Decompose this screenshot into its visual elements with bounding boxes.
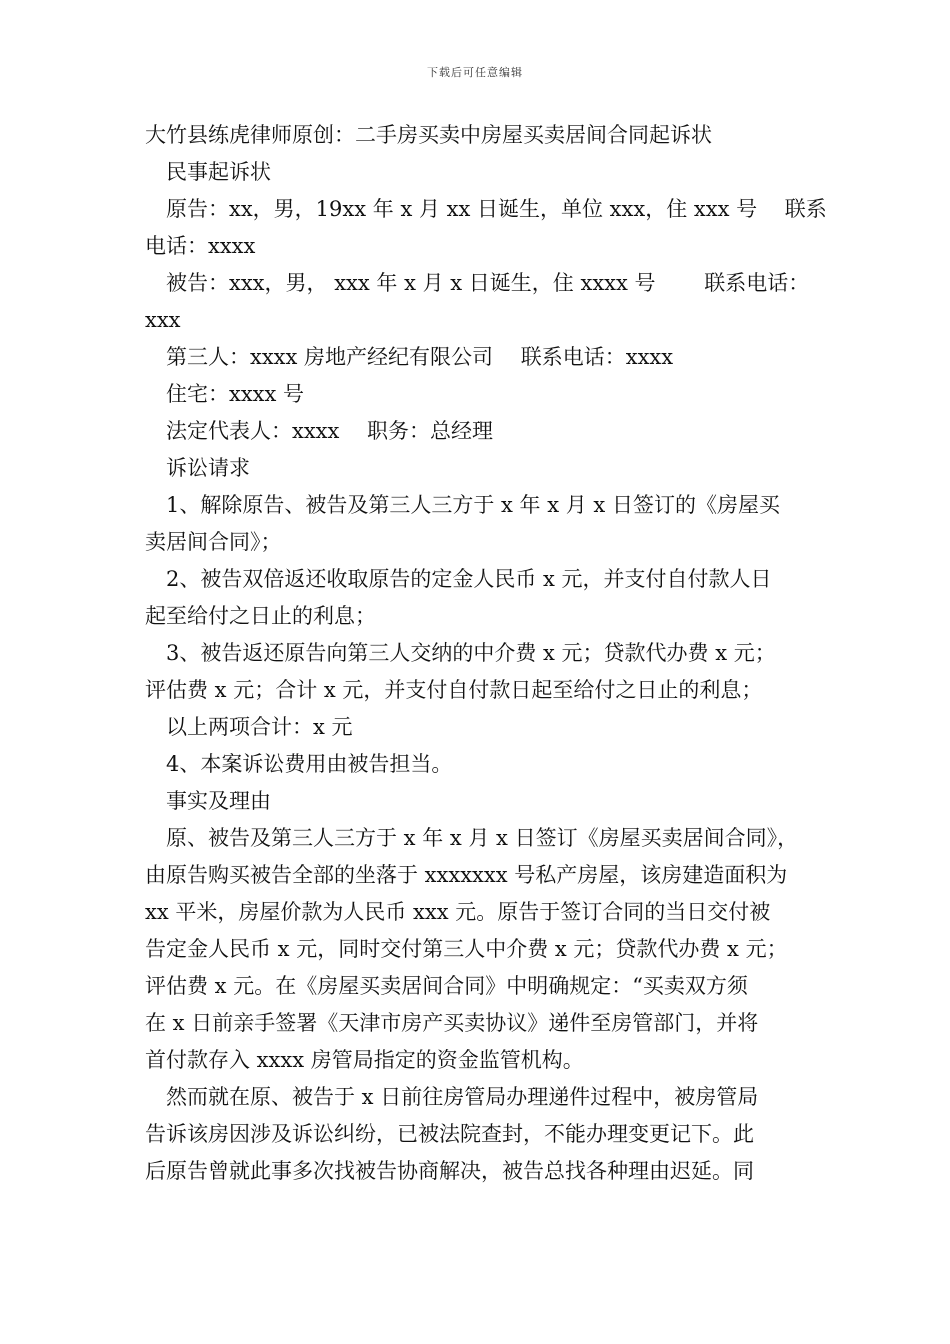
text-line: 2、被告双倍返还收取原告的定金人民币 x 元，并支付自付款人日: [166, 567, 772, 591]
text-line: 告定金人民币 x 元，同时交付第三人中介费 x 元；贷款代办费 x 元；: [145, 937, 788, 961]
text-line: 电话：xxxx: [145, 234, 256, 258]
text-line: 被告：xxx，男， xxx 年 x 月 x 日诞生，住 xxxx 号 联系电话：: [166, 271, 810, 295]
text-line: 由原告购买被告全部的坐落于 xxxxxxx 号私产房屋，该房建造面积为: [145, 863, 788, 887]
text-line: xx 平米，房屋价款为人民币 xxx 元。原告于签订合同的当日交付被: [145, 900, 771, 924]
text-line: 原告：xx，男，19xx 年 x 月 xx 日诞生，单位 xxx，住 xxx 号 联系: [166, 197, 827, 221]
text-line: 4、本案诉讼费用由被告担当。: [166, 752, 453, 776]
text-line: 以上两项合计：x 元: [166, 715, 353, 739]
text-line: 事实及理由: [166, 789, 271, 813]
text-line: 卖居间合同》；: [145, 530, 282, 554]
text-line: 评估费 x 元；合计 x 元，并支付自付款日起至给付之日止的利息；: [145, 678, 763, 702]
page-header: 下载后可任意编辑: [427, 66, 523, 79]
text-line: 评估费 x 元。在《房屋买卖居间合同》中明确规定：“买卖双方须: [145, 974, 748, 998]
document-body: [145, 117, 827, 1190]
text-line: 1、解除原告、被告及第三人三方于 x 年 x 月 x 日签订的《房屋买: [166, 493, 780, 517]
text-line: 然而就在原、被告于 x 日前往房管局办理递件过程中，被房管局: [166, 1085, 759, 1109]
text-line: 在 x 日前亲手签署《天津市房产买卖协议》递件至房管部门，并将: [145, 1011, 759, 1035]
text-line: 3、被告返还原告向第三人交纳的中介费 x 元；贷款代办费 x 元；: [166, 641, 776, 665]
text-line: 住宅：xxxx 号: [166, 382, 305, 406]
text-line: 诉讼请求: [166, 456, 250, 480]
text-line: 后原告曾就此事多次找被告协商解决，被告总找各种理由迟延。同: [145, 1159, 754, 1183]
text-line: 民事起诉状: [166, 160, 271, 184]
text-line: 法定代表人：xxxx 职务：总经理: [166, 419, 494, 443]
text-line: 原、被告及第三人三方于 x 年 x 月 x 日签订《房屋买卖居间合同》，: [166, 826, 799, 850]
text-line: 告诉该房因涉及诉讼纠纷，已被法院查封，不能办理变更记下。此: [145, 1122, 754, 1146]
text-line: 第三人：xxxx 房地产经纪有限公司 联系电话：xxxx: [166, 345, 674, 369]
text-line: 首付款存入 xxxx 房管局指定的资金监管机构。: [145, 1048, 584, 1072]
text-line: 起至给付之日止的利息；: [145, 604, 376, 628]
text-line: xxx: [145, 308, 181, 332]
text-line: 大竹县练虎律师原创：二手房买卖中房屋买卖居间合同起诉状: [145, 123, 712, 147]
